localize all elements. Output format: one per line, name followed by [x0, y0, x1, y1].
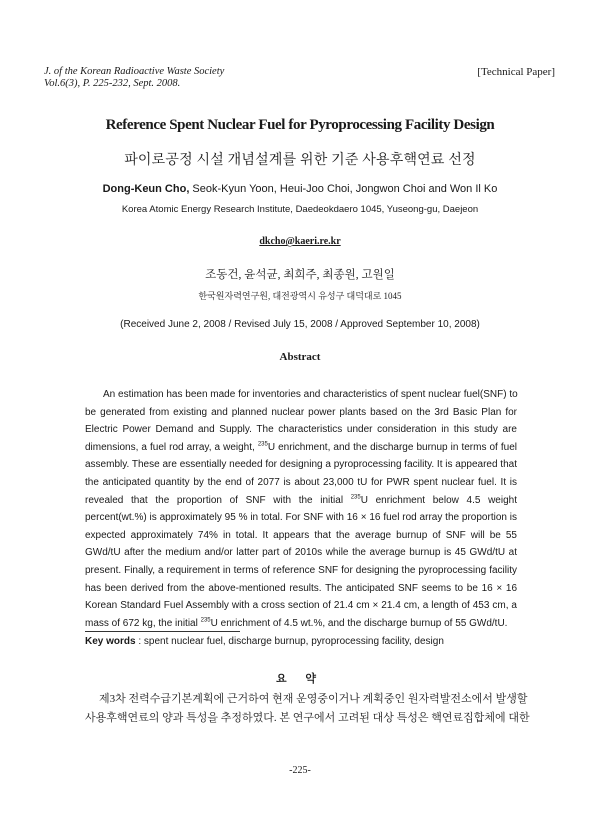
isotope-superscript: 235	[200, 617, 211, 624]
paper-title-korean: 파이로공정 시설 개념설계를 위한 기준 사용후핵연료 선정	[124, 153, 476, 168]
abstract-line: the anticipated quantity by the end of 2077 is about 23,000 tU for PWR spent nuclear fuel. It is	[85, 476, 517, 488]
abstract-line	[85, 492, 517, 510]
abstract-text: U enrichment, and the discharge burnup in terms of fuel	[267, 441, 517, 453]
lead-author: Dong-Keun Cho,	[102, 183, 190, 195]
affiliation-korean: 한국원자력연구원, 대전광역시 유성구 대덕대로 1045	[198, 291, 402, 301]
abstract-heading: Abstract	[279, 351, 321, 363]
journal-citation	[44, 66, 224, 90]
abstract-line: expected approximately 74% in total. It appears that the average burnup of SNF will be 55	[85, 529, 517, 541]
footnote-divider	[85, 631, 240, 632]
abstract-line: has been derived from the above-mentioned results. The anticipated SNF seems to be 16 × 16	[85, 582, 517, 594]
paper-type-label: [Technical Paper]	[477, 66, 555, 78]
abstract-text: revealed that the proportion of SNF with the initial	[85, 494, 351, 506]
korean-abstract-heading: 요 약	[275, 673, 324, 685]
co-authors: Seok-Kyun Yoon, Heui-Joo Choi, Jongwon Choi and Won Il Ko	[189, 183, 498, 195]
abstract-text: dimensions, a fuel rod array, a weight,	[85, 441, 258, 453]
korean-abstract-body	[85, 690, 530, 727]
abstract-body	[85, 386, 517, 632]
keywords-label: Key words	[85, 636, 136, 647]
abstract-text: U enrichment of 4.5 wt.%, and the discharge burnup of 55 GWd/tU.	[210, 617, 508, 629]
received-dates: (Received June 2, 2008 / Revised July 15, 2008 / Approved September 10, 2008)	[120, 319, 480, 330]
abstract-line: GWd/tU after the medium and/or latter part of 2010s while the average burnup is 45 GWd/tU at	[85, 547, 517, 559]
korean-abstract-line: 사용후핵연료의 양과 특성을 추정하였다. 본 연구에서 고려된 대상 특성은 핵연료집합체에 대한	[85, 711, 530, 724]
abstract-line: Korean Standard Fuel Assembly with a cross section of 21.4 cm × 21.4 cm, a length of 453 cm, a	[85, 600, 517, 612]
abstract-line: An estimation has been made for inventories and characteristics of spent nuclear fuel(SNF) to	[103, 389, 518, 400]
journal-volume: Vol.6(3), P. 225-232, Sept. 2008.	[44, 78, 181, 89]
page-number: -225-	[289, 765, 311, 776]
keywords-list: : spent nuclear fuel, discharge burnup, pyroprocessing facility, design	[135, 636, 444, 647]
abstract-line: be generated from existing and planned nuclear power plants based on the 3rd Basic Plan for	[85, 406, 517, 418]
abstract-text: U enrichment below 4.5 weight	[360, 494, 517, 506]
abstract-line: assembly. These are essentially needed for designing a pyroprocessing facility. It is appeared that	[85, 459, 517, 471]
abstract-line: Electric Power Demand and Supply. The characteristics under consideration in this study are	[85, 424, 517, 436]
isotope-superscript: 235	[257, 441, 268, 448]
abstract-line: percent(wt.%) is approximately 95 % in total. For SNF with 16 × 16 fuel rod array the proportion is	[85, 512, 517, 524]
journal-name: J. of the Korean Radioactive Waste Society	[44, 66, 225, 77]
abstract-line: present. Finally, a requirement in terms of reference SNF for designing the pyroprocessing facility	[85, 564, 517, 576]
abstract-text: mass of 672 kg, the initial	[85, 617, 201, 629]
affiliation-english: Korea Atomic Energy Research Institute, Daedeokdaero 1045, Yuseong-gu, Daejeon	[121, 204, 479, 215]
author-list-korean: 조동건, 윤석균, 최희주, 최종원, 고원일	[205, 269, 395, 281]
abstract-line	[85, 615, 517, 633]
corresponding-email-link[interactable]: dkcho@kaeri.re.kr	[259, 236, 341, 247]
keywords	[85, 636, 517, 647]
korean-abstract-line: 제3차 전력수급기본계획에 근거하여 현재 운영중이거나 계획중인 원자력발전소에서 발생할	[99, 693, 528, 705]
abstract-line	[85, 439, 517, 457]
isotope-superscript: 235	[350, 494, 361, 501]
paper-title-english: Reference Spent Nuclear Fuel for Pyroprocessing Facility Design	[105, 117, 495, 133]
author-list-english	[0, 183, 600, 195]
